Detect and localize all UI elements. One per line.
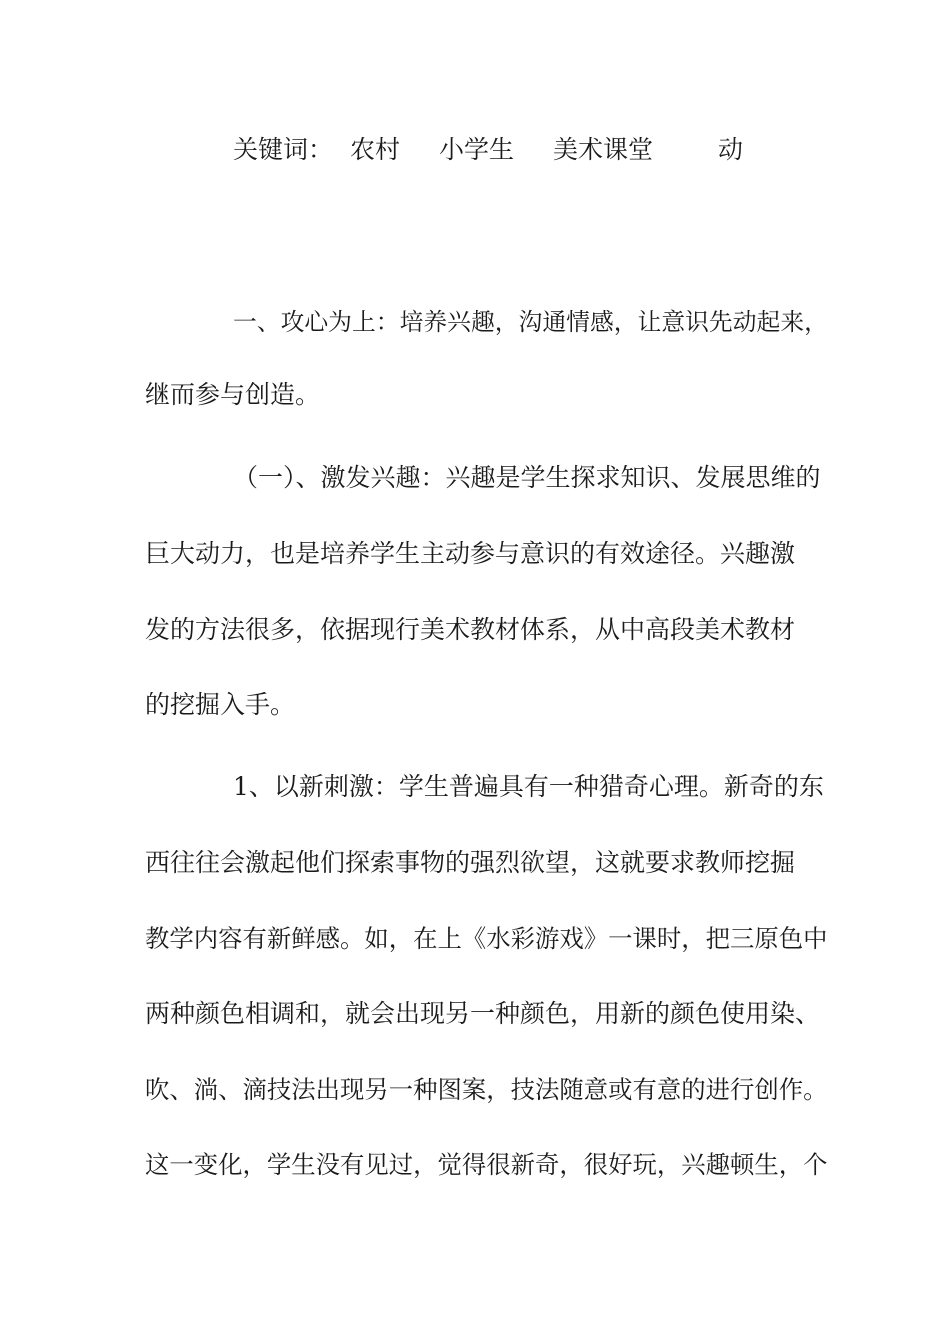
keyword-term: 美术课堂 — [553, 135, 654, 164]
paragraph-line: （一）、激发兴趣：兴趣是学生探求知识、发展思维的 — [233, 463, 821, 492]
section-heading-line: 继而参与创造。 — [145, 380, 321, 409]
paragraph-line: 西往往会激起他们探索事物的强烈欲望，这就要求教师挖掘 — [145, 848, 796, 877]
paragraph-line: 1、以新刺激：学生普遍具有一种猎奇心理。新奇的东 — [233, 772, 824, 801]
paragraph-line: 教学内容有新鲜感。如，在上《水彩游戏》一课时，把三原色中 — [145, 924, 828, 953]
keyword-term: 小学生 — [439, 135, 515, 164]
paragraph-line: 这一变化，学生没有见过，觉得很新奇，很好玩，兴趣顿生，个 — [145, 1150, 828, 1179]
section-heading-line: 一、攻心为上：培养兴趣，沟通情感，让意识先动起来， — [233, 308, 828, 336]
paragraph-line: 吹、淌、滴技法出现另一种图案，技法随意或有意的进行创作。 — [145, 1075, 828, 1104]
keyword-term: 农村 — [350, 135, 401, 164]
paragraph-line: 两种颜色相调和，就会出现另一种颜色，用新的颜色使用染、 — [145, 999, 821, 1028]
paragraph-line: 巨大动力，也是培养学生主动参与意识的有效途径。兴趣激 — [145, 539, 796, 568]
keywords-label: 关键词： — [233, 135, 334, 164]
paragraph-line: 的挖掘入手。 — [145, 690, 296, 719]
paragraph-line: 发的方法很多，依据现行美术教材体系，从中高段美术教材 — [145, 615, 796, 644]
keyword-term: 动 — [718, 135, 744, 164]
